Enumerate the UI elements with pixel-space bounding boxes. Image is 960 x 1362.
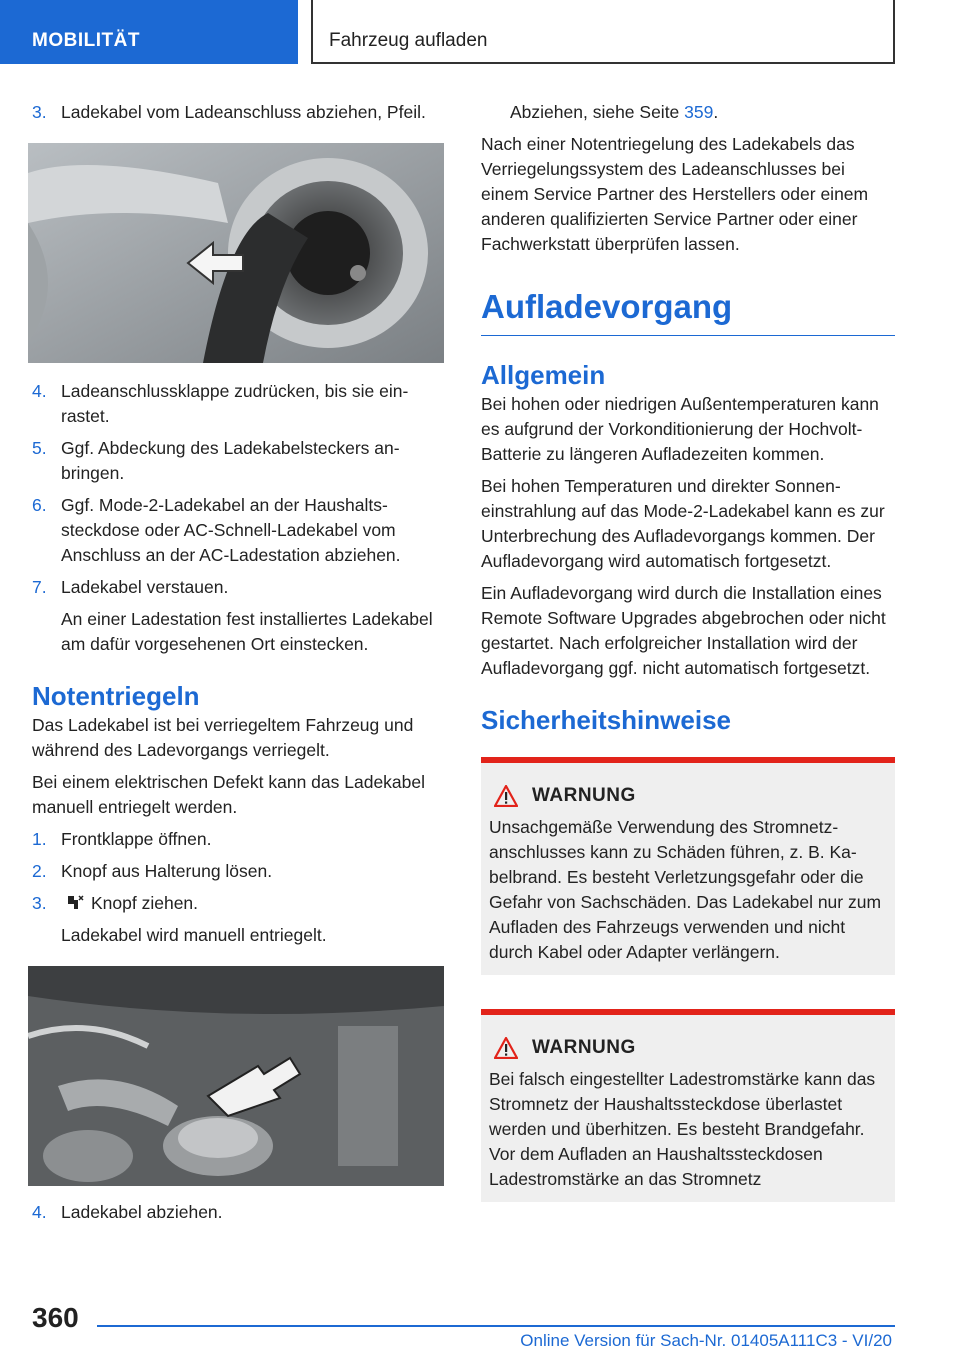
warning-header	[489, 785, 885, 807]
paragraph: Das Ladekabel ist bei verriegeltem Fahrzeug und während des Ladevorgangs verriegelt.	[32, 715, 414, 760]
list-item	[32, 436, 448, 486]
list-item-note: Ladekabel wird manuell entriegelt.	[61, 925, 327, 945]
list-number: 2.	[32, 861, 47, 881]
list-number: 3.	[32, 102, 47, 122]
list-text: Ladekabel abziehen.	[61, 1202, 223, 1222]
list-number: 3.	[32, 893, 47, 913]
page-number: 360	[32, 1302, 79, 1333]
heading-aufladevorgang: Aufladevorgang	[481, 287, 895, 336]
warning-title: WARNUNG	[532, 1037, 636, 1058]
left-column	[32, 100, 448, 1232]
list-item	[32, 493, 448, 568]
list-text: Knopf aus Halterung lösen.	[61, 861, 273, 881]
paragraph: Bei einem elektrischen Defekt kann das Ladekabel manuell entriegelt werden.	[32, 772, 426, 817]
footer-version-text: Online Version für Sach-Nr. 01405A111C3 - VI/20	[520, 1331, 892, 1350]
list-item	[32, 379, 448, 429]
warning-box	[481, 1009, 895, 1202]
list-text: Ggf. Mode-2-Ladekabel an der Haushaltssteckdose oder AC-Schnell-Ladekabel vom Anschluss an der AC-Ladestation abziehen.	[61, 495, 401, 565]
cont-text: Abziehen, siehe Seite	[510, 102, 685, 122]
paragraph: Nach einer Notentriegelung des Ladekabels das Verriegelungssystem des Ladeanschlusses bei einem Service Partner des Herstellers oder einem anderen qualifizierten Service Partner oder einer Fachwerkstatt überprüfen lassen.	[481, 134, 869, 254]
list-text: Frontklappe öffnen.	[61, 829, 212, 849]
cont-suffix: .	[713, 102, 719, 122]
paragraph: Ein Aufladevorgang wird durch die Installation eines Remote Software Upgrades abgebrochen oder nicht gestartet. Nach erfolgreicher Installation wird der Aufladevorgang ggf. nicht automatisch fortgesetzt.	[481, 583, 886, 678]
list-item	[32, 827, 448, 852]
engine-bay-photo	[28, 966, 444, 1186]
warning-text: Unsachgemäße Verwendung des Stromnetzanschlusses kann zu Schäden führen, z. B. Kabelbrand. Es besteht Verletzungsgefahr oder die Gefahr von Sachschäden. Das Ladekabel nur zum Aufladen des Fahrzeugs verwenden und nicht durch Kabel oder Adapter verlängern.	[489, 817, 882, 962]
list-number: 4.	[32, 1202, 47, 1222]
list-number: 7.	[32, 577, 47, 597]
list-item	[32, 859, 448, 884]
list-text: Ladeanschlussklappe zudrücken, bis sie einrastet.	[61, 381, 409, 426]
warning-box	[481, 757, 895, 975]
paragraph: Bei hohen oder niedrigen Außentemperaturen kann es aufgrund der Vorkonditionierung der Hochvolt-Batterie zu längeren Aufladezeiten kommen.	[481, 394, 879, 464]
right-column	[481, 100, 895, 1202]
list-text-label: Knopf ziehen.	[91, 893, 199, 913]
chapter-title: Fahrzeug aufladen	[311, 0, 895, 64]
continuation-paragraph	[481, 100, 895, 125]
list-item	[32, 575, 448, 600]
list-number: 1.	[32, 829, 47, 849]
warning-header	[489, 1037, 885, 1059]
list-number: 4.	[32, 381, 47, 401]
list-number: 5.	[32, 438, 47, 458]
list-item	[32, 100, 448, 125]
section-tab: MOBILITÄT	[0, 0, 298, 64]
pull-handle-icon	[65, 892, 85, 912]
footer-divider	[97, 1325, 895, 1327]
paragraph: Bei hohen Temperaturen und direkter Sonneneinstrahlung auf das Mode-2-Ladekabel kann es zur Unterbrechung des Aufladevorgangs kommen. Der Aufladevorgang wird automatisch fortgesetzt.	[481, 476, 885, 571]
list-number: 6.	[32, 495, 47, 515]
list-text: Ggf. Abdeckung des Ladekabelsteckers anbringen.	[61, 438, 400, 483]
warning-triangle-icon	[494, 785, 518, 807]
page-reference-link[interactable]: 359	[684, 102, 714, 122]
heading-sicherheitshinweise: Sicherheitshinweise	[481, 705, 731, 735]
list-text: Ladekabel verstauen.	[61, 577, 229, 597]
list-text: Ladekabel vom Ladeanschluss abziehen, Pfeil.	[61, 102, 426, 122]
warning-title: WARNUNG	[532, 785, 636, 806]
list-item-note: An einer Ladestation fest installiertes Ladekabel am dafür vorgesehenen Ort einstecken.	[61, 609, 433, 654]
heading-allgemein: Allgemein	[481, 360, 606, 390]
warning-text: Bei falsch eingestellter Ladestromstärke kann das Stromnetz der Haushaltssteckdose überlastet werden und überhitzen. Es besteht Brandgefahr. Vor dem Aufladen an Haushaltssteckdosen Ladestromstärke an das Stromnetz	[489, 1069, 876, 1189]
list-item	[32, 891, 448, 916]
charging-port-photo	[28, 143, 444, 363]
warning-triangle-icon	[494, 1037, 518, 1059]
list-text	[61, 891, 448, 916]
heading-notentriegeln: Notentriegeln	[32, 681, 200, 711]
list-item	[32, 1200, 448, 1225]
